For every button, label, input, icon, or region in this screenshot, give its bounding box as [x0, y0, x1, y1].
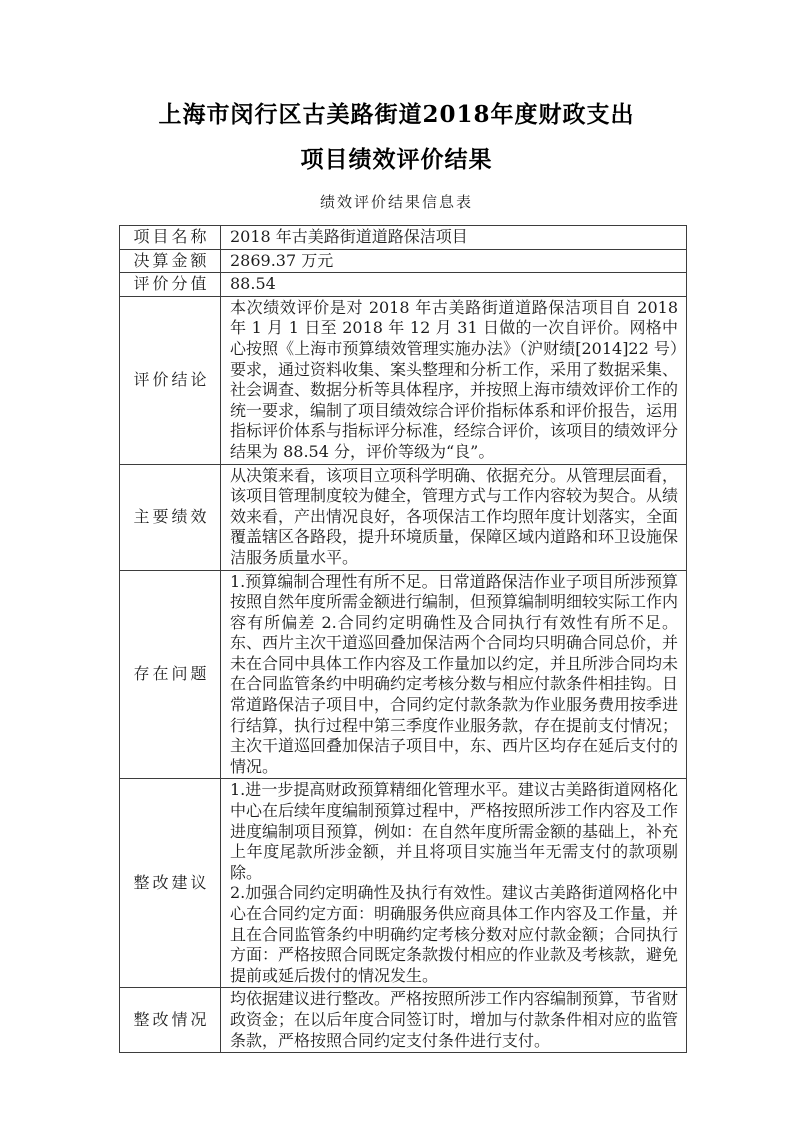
page-title-line-1: 上海市闵行区古美路街道2018年度财政支出: [158, 101, 635, 128]
paragraph: 1.预算编制合理性有所不足。日常道路保洁作业子项目所涉预算按照自然年度所需金额进行编制，但预算编制明细较实际工作内容有所偏差 2.合同约定明确性及合同执行有效性有所不足。东、西片主次干道巡回叠加保洁两个合同均只明确合同总价，并未在合同中具体工作内容及工作量加以约定，并且所涉合同均未在合同监管条约中明确约定考核分数与相应付款条件相挂钩。日常道路保洁子项目中，合同约定付款条款为作业服务费用按季进行结算，执行过程中第三季度作业服务款，存在提前支付情况；主次干道巡回叠加保洁子项目中，东、西片区均存在延后支付的情况。: [230, 571, 679, 776]
paragraph: 1.进一步提高财政预算精细化管理水平。建议古美路街道网格化中心在后续年度编制预算过程中，严格按照所涉工作内容及工作进度编制项目预算，例如：在自然年度所需金额的基础上，补充上年度尾款所涉金额，并且将项目实施当年无需支付的款项剔除。: [230, 780, 679, 882]
table-row-existing-problems: [120, 570, 687, 779]
row-value: [221, 779, 687, 988]
paragraph: 均依据建议进行整改。严格按照所涉工作内容编制预算，节省财政资金；在以后年度合同签订时，增加与付款条件相对应的监管条款，严格按照合同约定支付条件进行支付。: [230, 989, 679, 1050]
paragraph: 本次绩效评价是对 2018 年古美路街道道路保洁项目自 2018 年 1 月 1 日至 2018 年 12 月 31 日做的一次自评价。网格中心按照《上海市预算绩效管理实施办法》（沪财绩[2014]22 号）要求，通过资料收集、案头整理和分析工作，采用了数据采集、社会调查、数据分析等具体程序，并按照上海市绩效评价工作的统一要求，编制了项目绩效综合评价指标体系和评价报告，运用指标评价体系与指标评分标准，经综合评价，该项目的绩效评分结果为 88.54 分，评价等级为“良”。: [230, 297, 679, 461]
table-row-main-performance: [120, 464, 687, 570]
row-label: 整改建议: [120, 779, 221, 988]
page-subtitle: 绩效评价结果信息表: [319, 193, 473, 211]
row-value: [221, 988, 687, 1053]
row-label: 项目名称: [120, 226, 221, 250]
paragraph: 2018 年古美路街道道路保洁项目: [230, 227, 468, 246]
row-value: [221, 464, 687, 570]
table-row-evaluation-score: [120, 273, 687, 297]
page-title: [0, 92, 793, 182]
row-value: [221, 226, 687, 250]
row-label: 主要绩效: [120, 464, 221, 570]
row-label: 存在问题: [120, 570, 221, 779]
paragraph: 88.54: [230, 274, 276, 294]
row-value: [221, 249, 687, 273]
table-row-evaluation-conclusion: [120, 296, 687, 464]
info-table: [119, 225, 687, 1053]
row-label: 决算金额: [120, 249, 221, 273]
row-value: [221, 570, 687, 779]
row-label: 评价结论: [120, 296, 221, 464]
paragraph: 从决策来看，该项目立项科学明确、依据充分。从管理层面看，该项目管理制度较为健全，管理方式与工作内容较为契合。从绩效来看，产出情况良好，各项保洁工作均照年度计划落实，全面覆盖辖区各路段，提升环境质量，保障区域内道路和环卫设施保洁服务质量水平。: [230, 465, 679, 567]
page-title-line-2: 项目绩效评价结果: [300, 146, 493, 173]
table-row-rectification-suggestions: [120, 779, 687, 988]
table-row-project-name: [120, 226, 687, 250]
row-value: [221, 296, 687, 464]
row-label: 评价分值: [120, 273, 221, 297]
paragraph: 2869.37 万元: [230, 250, 334, 270]
table-row-rectification-status: [120, 988, 687, 1053]
row-label: 整改情况: [120, 988, 221, 1053]
row-value: [221, 273, 687, 297]
paragraph: 2.加强合同约定明确性及执行有效性。建议古美路街道网格化中心在合同约定方面：明确服务供应商具体工作内容及工作量，并且在合同监管条约中明确约定考核分数对应付款金额；合同执行方面：严格按照合同既定条款拨付相应的作业款及考核款，避免提前或延后拨付的情况发生。: [230, 883, 679, 985]
table-row-final-amount: [120, 249, 687, 273]
